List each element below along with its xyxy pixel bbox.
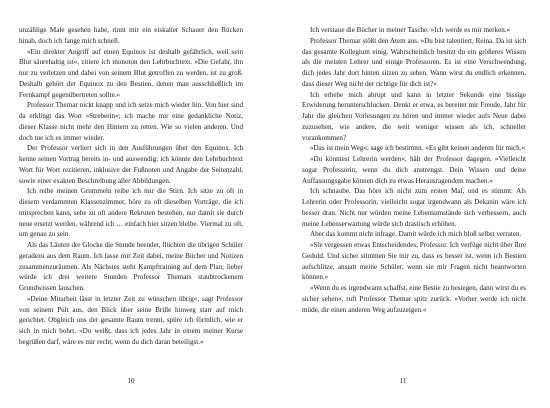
paragraph: Ich verstaue die Bücher in meiner Tasche. »Ich werde es mir merken.« <box>310 26 511 34</box>
paragraph: Als das Läuten der Glocke die Stunde beendet, flüchten die übrigen Schüler geradezu aus dem Raum. Ich lasse mir Zeit dabei, meine Bücher und Notizen zusammenzuräumen. Als Nächstes steht Kampftraining auf dem Plan; lieber würde ich drei weitere Stunden Professor Themars staubtrockenem Grundwissen lauschen. <box>19 241 243 292</box>
paragraph: Professor Themar stößt den Atem aus. »Du bist talentiert, Reina. Da ist sich das gesamte Kollegium einig. Wahrscheinlich besitzt du ein größeres Wissen als die meisten Lehrer und einige Professoren. Es ist eine Verschwendung, dich jedes Jahr dort hinten sitzen zu sehen. Wann wirst du endlich erkennen, dass dieser Weg nicht der richtige für dich ist?« <box>302 36 526 88</box>
paragraph: Aber das kommt nicht infrage. Damit würde ich mich bloß selbst verraten. <box>310 230 522 239</box>
paragraph: unzählige Male gesehen habe, rinnt mir ein eiskalter Schauer den Rücken hinab, doch ich fange mich schnell. <box>19 26 243 45</box>
page-number: 11 <box>399 377 407 385</box>
paragraph: »Ein direkter Angriff auf einen Equinox ist deshalb gefährlich, weil sein Blut säurehaltig ist«, zitiere ich monoton den Lehrbuchtext. »Die Gefahr, ihn nur zu verletzen und dabei von seinem Blut getroffen zu werden, ist zu groß. Deshalb gehört der Equinox zu den Bestien, denen man ausschließlich im Fernkampf gegenübertreten sollte.« <box>19 47 243 99</box>
paragraph: Ich schnaube. Das höre ich nicht zum ersten Mal, und es stimmt: Als Lehrerin oder Professorin, vielleicht sogar irgendwann als Dekanin wäre ich besser dran. Nicht nur würden meine Lebensumstände sich verbessern, auch meine Lebenserwartung würde sich drastisch erhöhen. <box>302 187 526 228</box>
page-number: 10 <box>127 377 135 385</box>
right-page <box>302 25 526 315</box>
paragraph: »Deine Mitarbeit lässt in letzter Zeit zu wünschen übrig«, sagt Professor von seinem Pult aus, den Blick über seine Brille hinweg starr auf mich gerichtet. Obgleich uns der gesamte Raum trennt, spüre ich förmlich, wie er sich in mich bohrt. »Du weißt, dass ich jedes Jahr in einem meiner Kurse begrüßen darf, wäre es mir recht, wenn du dich daran beteiligst.« <box>19 294 243 346</box>
paragraph: Professor Themar nickt knapp und ich setze mich wieder hin. Von hier sind da erklingt das Wort »Streberin«; ich mache mir eine gedankliche Notiz, dieser Klasse nicht mehr den Hintern zu retten. Wie so vielen anderen. Und doch tue ich es immer wieder. <box>19 101 243 142</box>
paragraph: »Das ist mein Weg«, sage ich bestimmt. »Es gibt keinen anderen für mich.« <box>310 144 526 153</box>
paragraph: Ich reibe meinen Grummeln reibe ich mir die Stirn. Ich sitze zu oft in diesem verdammten Klassenzimmer, höre zu oft dieselben Vorträge, die ich mitsprechen kann, sehe zu oft andere Rekruten bestehen, nur damit sie durch neue ersetzt werden, während ich … einfach hier sitzen bleibe. Viermal zu oft, um genau zu sein. <box>19 187 243 239</box>
paragraph: »Du könntest Lehrerin werden«, hält der Professor dagegen. »Vielleicht sogar Professorin, wenn du dich anstrengst. Dein Wissen und deine Auffassungsgabe können dich zu etwas Herausragendem machen.« <box>302 155 526 185</box>
left-page <box>19 25 243 348</box>
paragraph: »Sie vergessen etwas Entscheidendes, Professor. Ich verfüge nicht über Ihre Geduld. Und sicher stimmen Sie mir zu, dass es besser ist, wenn ich Bestien aufschlitze, anstatt meine Schüler, wenn sie mir Fragen nicht beantworten können.« <box>302 241 526 282</box>
paragraph: »Wenn du es irgendwann schaffst, eine Bestie zu besiegen, dann wirst du es sicher sehen«, ruft Professor Themar spitz zurück. »Vorher werde ich nicht müde, dir einen anderen Weg aufzuzeigen.« <box>302 284 526 314</box>
paragraph: Ich erhebe mich abrupt und kann in letzter Sekunde eine bissige Erwiderung herunterschlucken. Denkt er etwa, es bereitet mir Freude, Jahr für Jahr die gleichen Vorlesungen zu hören und immer wieder aufs Neue dabei zuzusehen, wie andere, die weit weniger wissen als ich, schneller vorankommen? <box>302 90 526 142</box>
paragraph: Der Professor verliert sich in den Ausführungen über den Equinox. Ich kenne seinen Vortrag bereits in- und auswendig; ich könnte den Lehrbuchtext Wort für Wort rezitieren, inklusive der Fußnoten und Angabe der Seitenzahl, sowie einer exakten Beschreibung aller Abbildungen. <box>19 144 243 185</box>
